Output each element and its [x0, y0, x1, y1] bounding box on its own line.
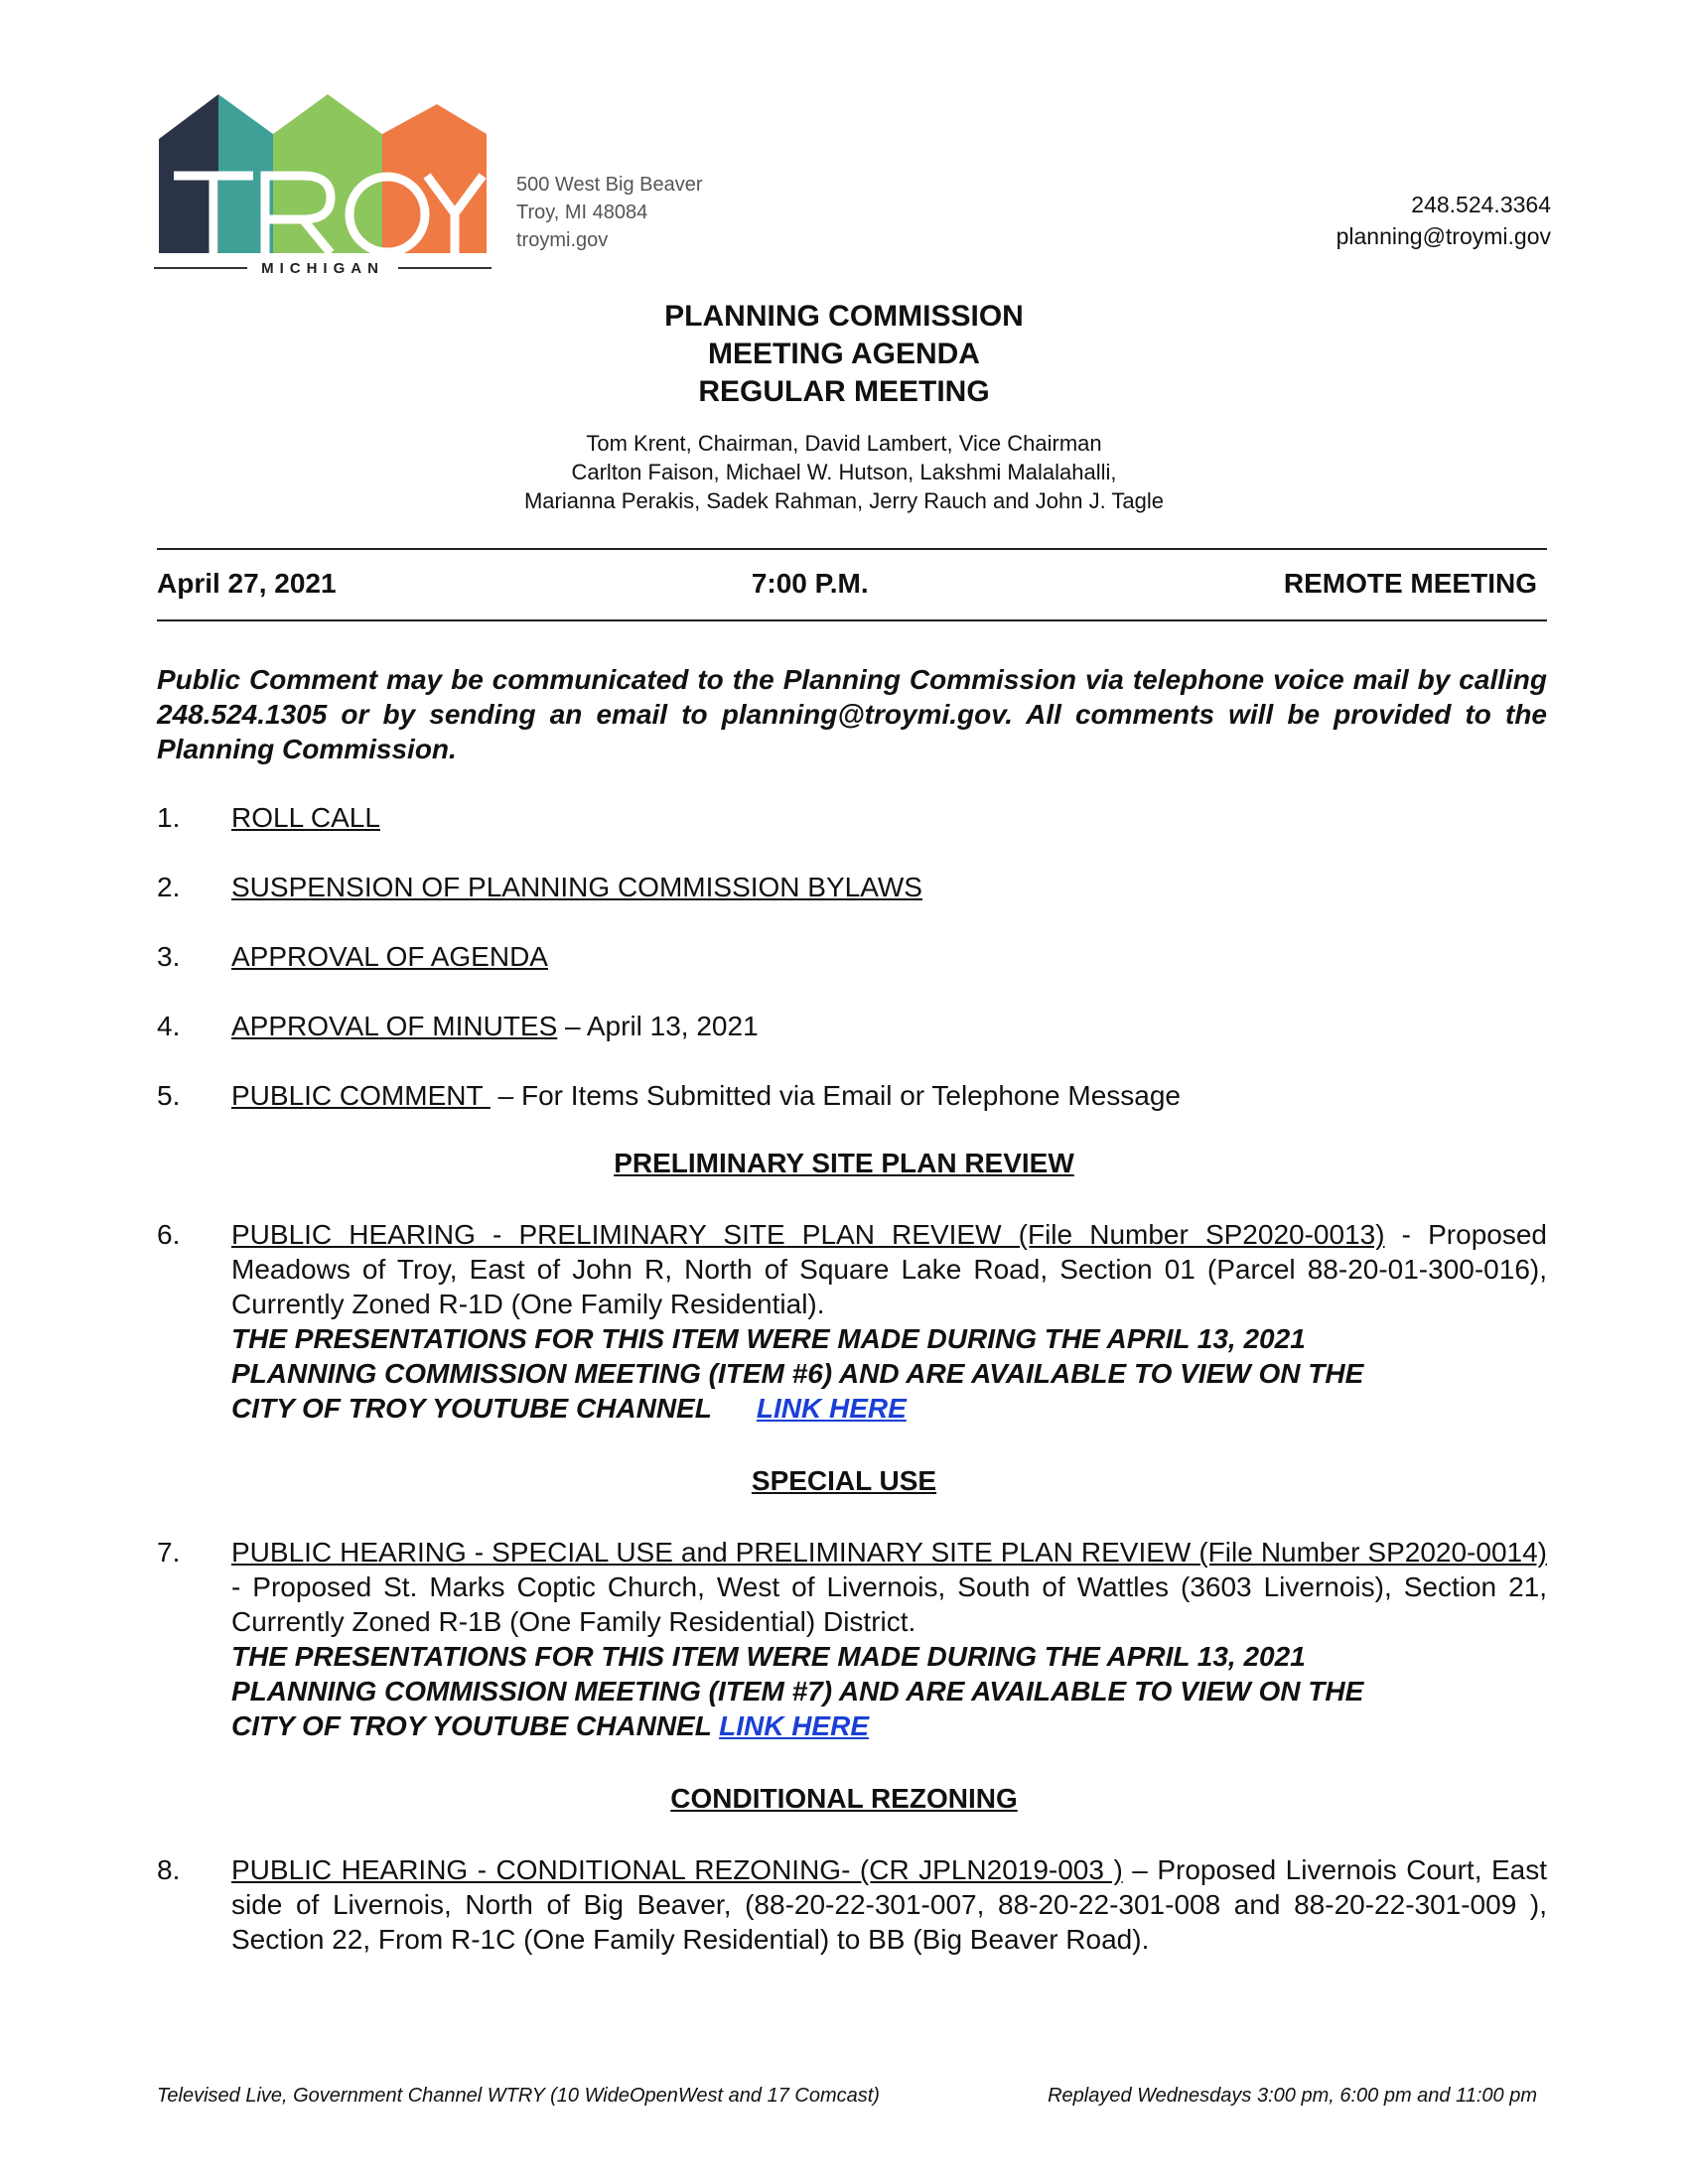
members-line-3: Marianna Perakis, Sadek Rahman, Jerry Rauch and John J. Tagle: [523, 488, 1165, 513]
item-title: ROLL CALL: [231, 802, 380, 833]
presentation-note-line: THE PRESENTATIONS FOR THIS ITEM WERE MADE DURING THE APRIL 13, 2021: [231, 1323, 1306, 1354]
title-line-1: PLANNING COMMISSION: [664, 300, 1024, 333]
address-city: Troy, MI 48084: [516, 202, 648, 223]
section-heading-special-use: SPECIAL USE: [751, 1465, 937, 1496]
presentation-note-line: [231, 1391, 1547, 1426]
agenda-item-8: [157, 1852, 1547, 1957]
footer-broadcast-info: Televised Live, Government Channel WTRY (10 WideOpenWest and 17 Comcast): [157, 2085, 880, 2107]
meeting-time: 7:00 P.M.: [751, 568, 869, 599]
footer-replay-info: Replayed Wednesdays 3:00 pm, 6:00 pm and 11:00 pm: [1048, 2085, 1537, 2107]
title-line-2: MEETING AGENDA: [708, 338, 980, 370]
item-title: PUBLIC HEARING - PRELIMINARY SITE PLAN REVIEW (File Number SP2020-0013): [231, 1219, 1385, 1250]
contact-phone: 248.524.3364: [1411, 192, 1551, 217]
members-line-1: Tom Krent, Chairman, David Lambert, Vice Chairman: [586, 431, 1102, 456]
item-title: PUBLIC HEARING - SPECIAL USE and PRELIMINARY SITE PLAN REVIEW (File Number SP2020-0014): [231, 1537, 1547, 1568]
item-title: SUSPENSION OF PLANNING COMMISSION BYLAWS: [231, 872, 922, 902]
contact-email: planning@troymi.gov: [1336, 223, 1551, 249]
agenda-item-7: [157, 1535, 1547, 1743]
presentation-note-line: [231, 1708, 1547, 1743]
presentation-note-text: CITY OF TROY YOUTUBE CHANNEL: [231, 1393, 712, 1424]
item-number: 7.: [157, 1537, 181, 1568]
item-number: 4.: [157, 1011, 181, 1041]
address-website: troymi.gov: [516, 229, 609, 251]
agenda-item-2: [157, 870, 1547, 904]
section-heading-preliminary-site-plan: PRELIMINARY SITE PLAN REVIEW: [614, 1148, 1074, 1178]
youtube-link-item-6[interactable]: LINK HERE: [756, 1393, 907, 1424]
agenda-item-1: [157, 800, 1547, 835]
presentation-note-line: PLANNING COMMISSION MEETING (ITEM #7) AND ARE AVAILABLE TO VIEW ON THE: [231, 1676, 1364, 1706]
agenda-item-4: [157, 1009, 1547, 1043]
item-title: PUBLIC COMMENT: [231, 1080, 491, 1111]
item-number: 5.: [157, 1080, 181, 1111]
section-heading-conditional-rezoning: CONDITIONAL REZONING: [670, 1783, 1018, 1814]
item-detail: - Proposed St. Marks Coptic Church, West of Livernois, South of Wattles (3603 Livernois), Section 21, Currently Zoned R-1B (One Family Residential) District.: [231, 1571, 1547, 1637]
address-street: 500 West Big Beaver: [516, 174, 703, 196]
agenda-item-6: [157, 1217, 1547, 1426]
troy-logo-graphic: [154, 94, 492, 258]
agenda-item-3: [157, 939, 1547, 974]
public-comment-notice: Public Comment may be communicated to the Planning Commission via telephone voice mail by calling 248.524.1305 or by sending an email to planning@troymi.gov. All comments will be provided to the Planning Commission.: [157, 664, 1547, 764]
footer: [157, 2085, 1537, 2108]
meeting-type: REMOTE MEETING: [1283, 568, 1537, 599]
item-detail: – For Items Submitted via Email or Telephone Message: [490, 1080, 1182, 1111]
item-title: APPROVAL OF MINUTES: [231, 1011, 558, 1041]
item-detail: – Proposed Livernois Court, East side of Livernois, North of Big Beaver, (88-20-22-301-007, 88-20-22-301-008 and 88-20-22-301-009 ), Section 22, From R-1C (One Family Residential) to BB (Big Beaver Road).: [231, 1854, 1547, 1955]
logo-subtitle: [154, 258, 492, 278]
presentation-note-line: PLANNING COMMISSION MEETING (ITEM #6) AND ARE AVAILABLE TO VIEW ON THE: [231, 1358, 1364, 1389]
contact-block: [1336, 189, 1551, 252]
commission-members: [0, 429, 1688, 515]
agenda-item-5: [157, 1078, 1547, 1113]
address-block: [516, 171, 703, 254]
meeting-info-row: [157, 568, 1537, 600]
troy-logo: [154, 94, 496, 278]
presentation-note-text: CITY OF TROY YOUTUBE CHANNEL: [231, 1710, 712, 1741]
members-line-2: Carlton Faison, Michael W. Hutson, Lakshmi Malalahalli,: [571, 460, 1117, 484]
meeting-date: April 27, 2021: [157, 568, 337, 599]
divider-top: [157, 548, 1547, 550]
item-number: 1.: [157, 802, 181, 833]
item-detail: – April 13, 2021: [557, 1011, 759, 1041]
item-title: PUBLIC HEARING - CONDITIONAL REZONING- (CR JPLN2019-003 ): [231, 1854, 1123, 1885]
logo-subtitle-text: MICHIGAN: [261, 259, 384, 277]
youtube-link-item-7[interactable]: LINK HERE: [719, 1710, 870, 1741]
divider-bottom: [157, 619, 1547, 621]
item-number: 2.: [157, 872, 181, 902]
item-number: 6.: [157, 1219, 181, 1250]
item-detail: - Proposed Meadows of Troy, East of John R, North of Square Lake Road, Section 01 (Parcel 88-20-01-300-016), Currently Zoned R-1D (One Family Residential).: [231, 1219, 1547, 1319]
item-title: APPROVAL OF AGENDA: [231, 941, 548, 972]
title-line-3: REGULAR MEETING: [698, 375, 990, 408]
presentation-note-line: THE PRESENTATIONS FOR THIS ITEM WERE MADE DURING THE APRIL 13, 2021: [231, 1641, 1306, 1672]
item-number: 8.: [157, 1854, 181, 1885]
item-number: 3.: [157, 941, 181, 972]
agenda-title: [0, 298, 1688, 411]
